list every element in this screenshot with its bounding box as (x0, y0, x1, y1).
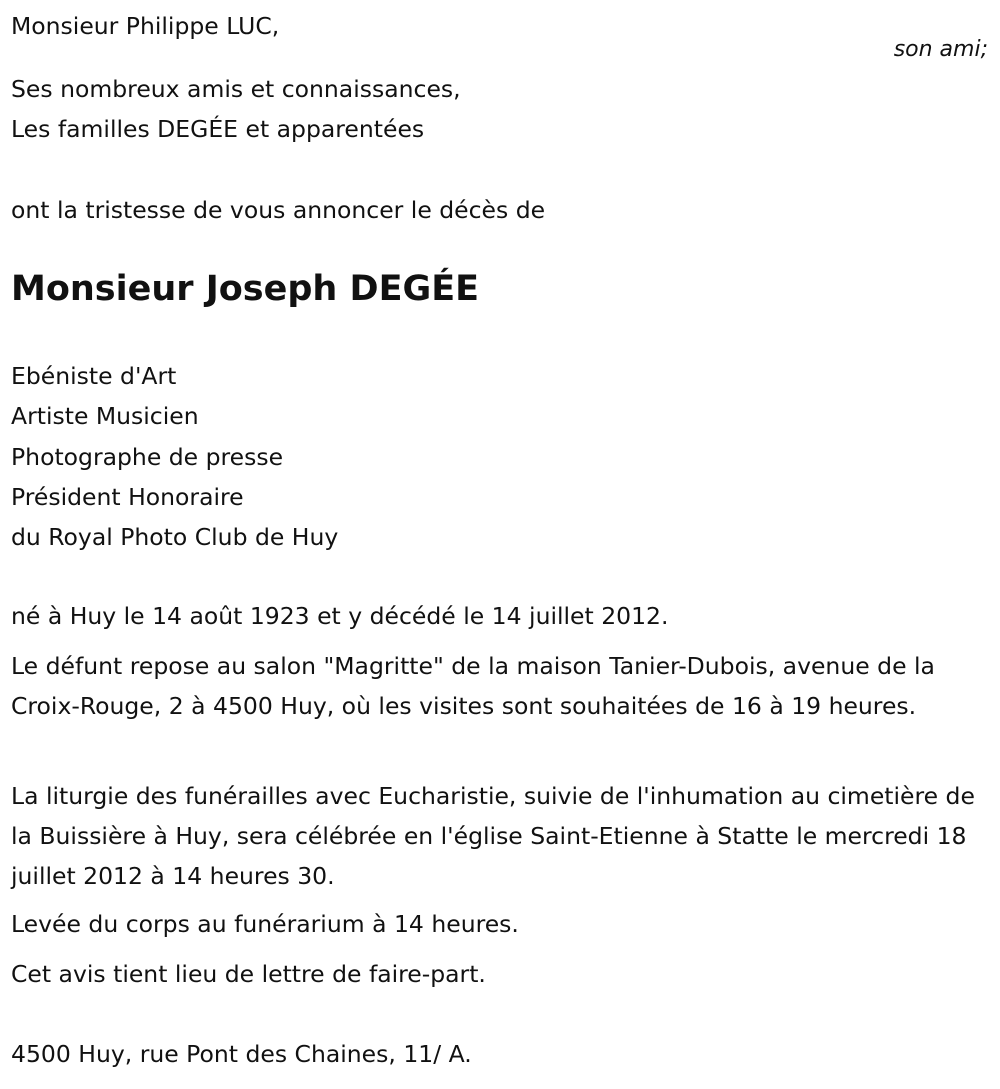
title-line-3: Photographe de presse (11, 443, 284, 471)
deceased-name: Monsieur Joseph DEGÉE (11, 269, 480, 309)
title-line-5: du Royal Photo Club de Huy (11, 523, 339, 551)
birth-death-text: né à Huy le 14 août 1923 et y décédé le 14 juillet 2012. (11, 602, 669, 630)
title-line-4: Président Honoraire (11, 483, 244, 511)
liturgy-paragraph: La liturgie des funérailles avec Eucharistie, suivie de l'inhumation au cimetière de la Buissière à Huy, sera célébrée en l'église Saint-Etienne à Statte le mercredi 18 juillet 2012 à 14 heures 30. (11, 782, 975, 890)
mourner-line-2: Les familles DEGÉE et apparentées (11, 115, 425, 143)
levee-text: Levée du corps au funérarium à 14 heures. (11, 910, 519, 938)
header-first-line: Monsieur Philippe LUC, (11, 12, 280, 40)
mourner-line-1: Ses nombreux amis et connaissances, (11, 75, 461, 103)
address-text: 4500 Huy, rue Pont des Chaines, 11/ A. (11, 1040, 472, 1068)
notice-text: Cet avis tient lieu de lettre de faire-part. (11, 960, 486, 988)
title-line-2: Artiste Musicien (11, 402, 199, 430)
title-line-1: Ebéniste d'Art (11, 362, 177, 390)
relation-note: son ami; (893, 37, 988, 62)
announcement-text: ont la tristesse de vous annoncer le décès de (11, 196, 546, 224)
rest-info-paragraph: Le défunt repose au salon "Magritte" de la maison Tanier-Dubois, avenue de la Croix-Rouge, 2 à 4500 Huy, où les visites sont souhaitées de 16 à 19 heures. (11, 652, 935, 720)
